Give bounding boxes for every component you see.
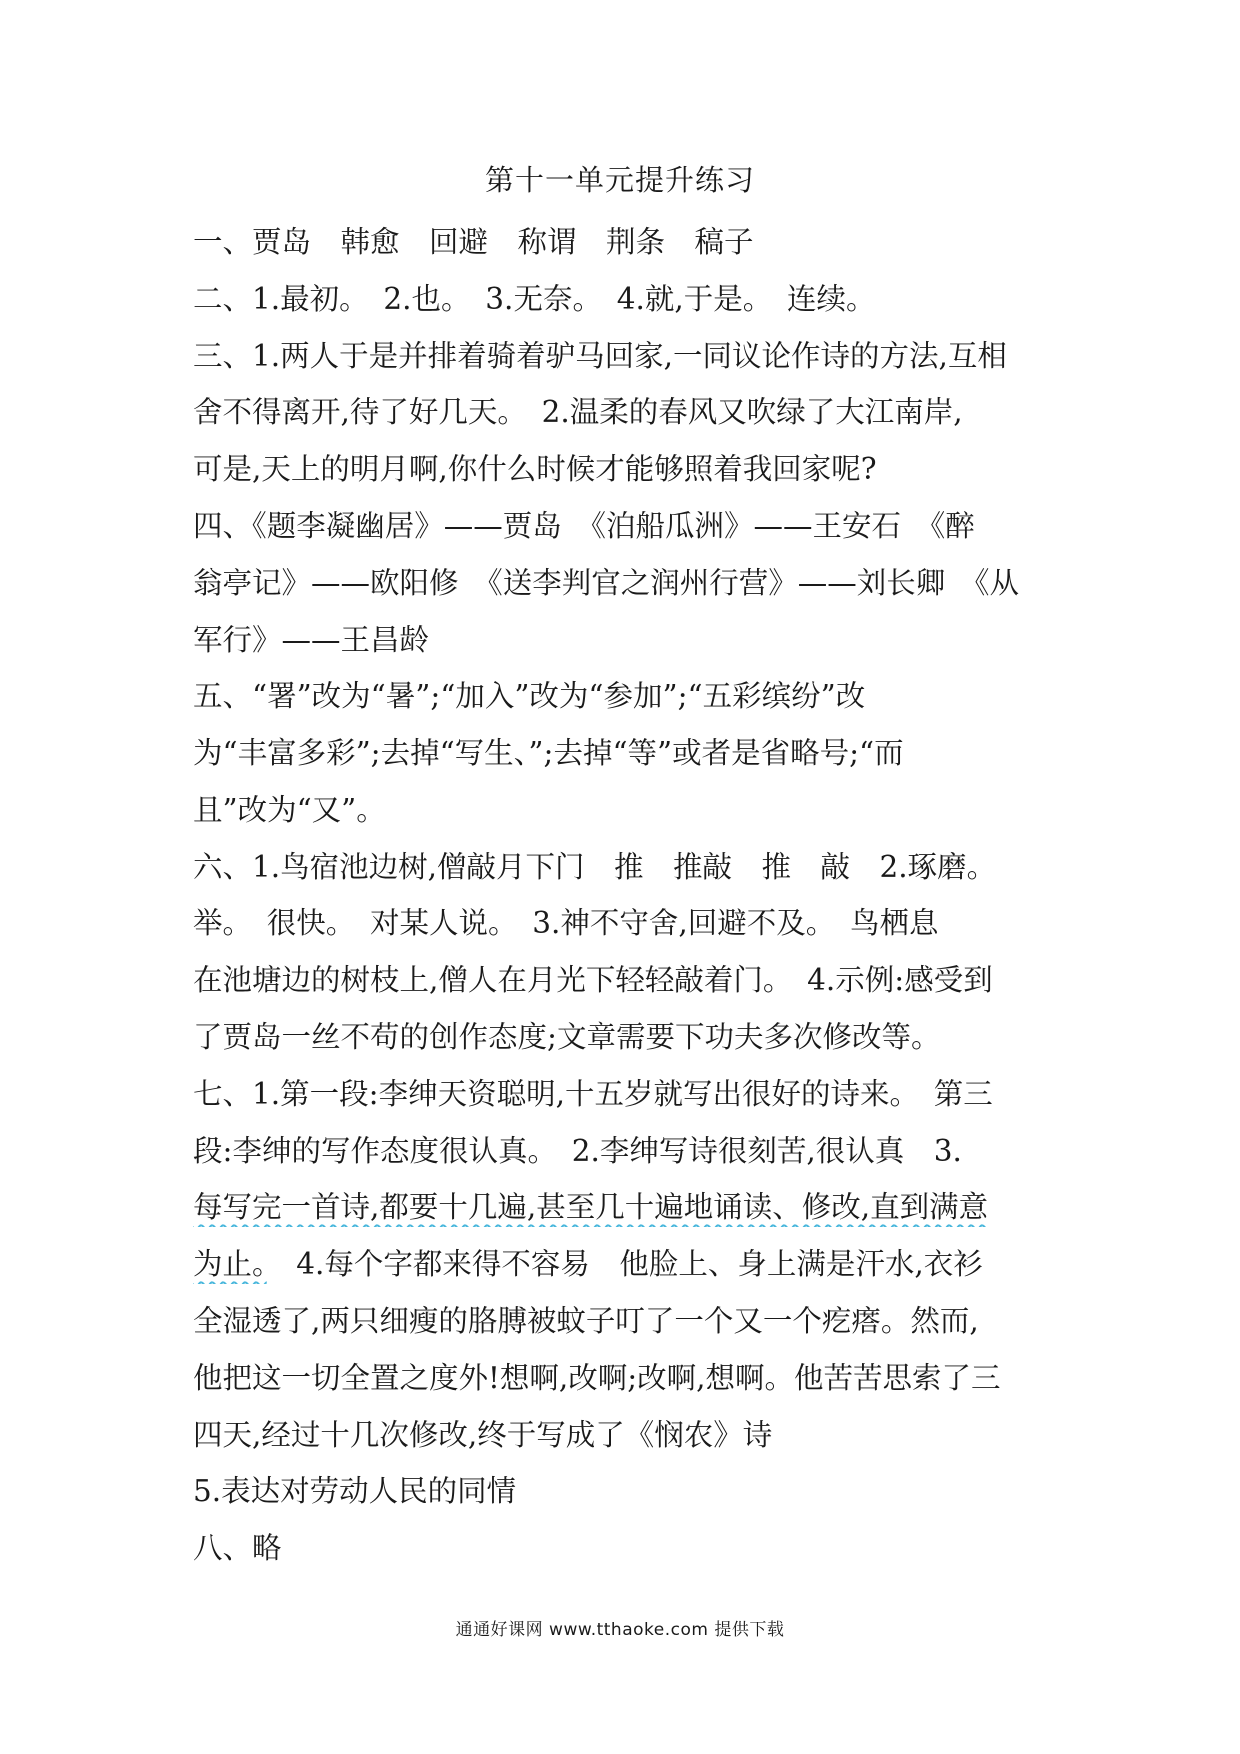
answer-line-7: 翁亭记》——欧阳修 《送李判官之润州行营》——刘长卿 《从 xyxy=(193,566,1020,600)
answer-line-8: 军行》——王昌龄 xyxy=(193,623,430,657)
answer-line-16: 七、1.第一段:李绅天资聪明,十五岁就写出很好的诗来。 第三 xyxy=(193,1077,993,1111)
wavy-underlined-text-end: 为止。 xyxy=(193,1247,267,1281)
answer-line-3: 三、1.两人于是并排着骑着驴马回家,一同议论作诗的方法,互相 xyxy=(193,339,1007,373)
footer-download-note: 通通好课网 www.tthaoke.com 提供下载 xyxy=(455,1620,785,1640)
answer-line-15: 了贾岛一丝不苟的创作态度;文章需要下功夫多次修改等。 xyxy=(193,1020,941,1054)
answer-line-19-rest: 4.每个字都来得不容易 他脸上、身上满是汗水,衣衫 xyxy=(266,1247,983,1281)
answer-line-13: 举。 很快。 对某人说。 3.神不守舍,回避不及。 鸟栖息 xyxy=(193,906,939,940)
wavy-underlined-text: 每写完一首诗,都要十几遍,甚至几十遍地诵读、修改,直到满意 xyxy=(193,1190,989,1224)
answer-line-19 xyxy=(193,1244,1061,1284)
page-title: 第十一单元提升练习 xyxy=(484,163,755,197)
answer-line-5: 可是,天上的明月啊,你什么时候才能够照着我回家呢? xyxy=(193,452,877,486)
answer-line-12: 六、1.鸟宿池边树,僧敲月下门 推 推敲 推 敲 2.琢磨。 xyxy=(193,850,997,884)
answer-line-20: 全湿透了,两只细瘦的胳膊被蚊子叮了一个又一个疙瘩。然而, xyxy=(193,1304,979,1338)
answer-line-22: 四天,经过十几次修改,终于写成了《悯农》诗 xyxy=(193,1418,773,1452)
answer-line-24: 八、略 xyxy=(193,1531,282,1565)
answer-line-11: 且”改为“又”。 xyxy=(193,793,386,827)
answer-line-18 xyxy=(193,1187,1061,1227)
answer-line-2: 二、1.最初。 2.也。 3.无奈。 4.就,于是。 连续。 xyxy=(193,282,876,316)
answer-line-10: 为“丰富多彩”;去掉“写生、”;去掉“等”或者是省略号;“而 xyxy=(193,736,904,770)
answer-line-1: 一、贾岛 韩愈 回避 称谓 荆条 稿子 xyxy=(193,225,754,259)
answer-line-14: 在池塘边的树枝上,僧人在月光下轻轻敲着门。 4.示例:感受到 xyxy=(193,963,993,997)
answer-line-4: 舍不得离开,待了好几天。 2.温柔的春风又吹绿了大江南岸, xyxy=(193,395,963,429)
answer-line-21: 他把这一切全置之度外!想啊,改啊;改啊,想啊。他苦苦思索了三 xyxy=(193,1361,1001,1395)
answer-line-17: 段:李绅的写作态度很认真。 2.李绅写诗很刻苦,很认真 3. xyxy=(193,1134,962,1168)
answer-line-9: 五、“署”改为“暑”;“加入”改为“参加”;“五彩缤纷”改 xyxy=(193,679,866,713)
answer-line-6: 四、《题李凝幽居》——贾岛 《泊船瓜洲》——王安石 《醉 xyxy=(193,509,975,543)
answer-line-23: 5.表达对劳动人民的同情 xyxy=(193,1474,517,1508)
